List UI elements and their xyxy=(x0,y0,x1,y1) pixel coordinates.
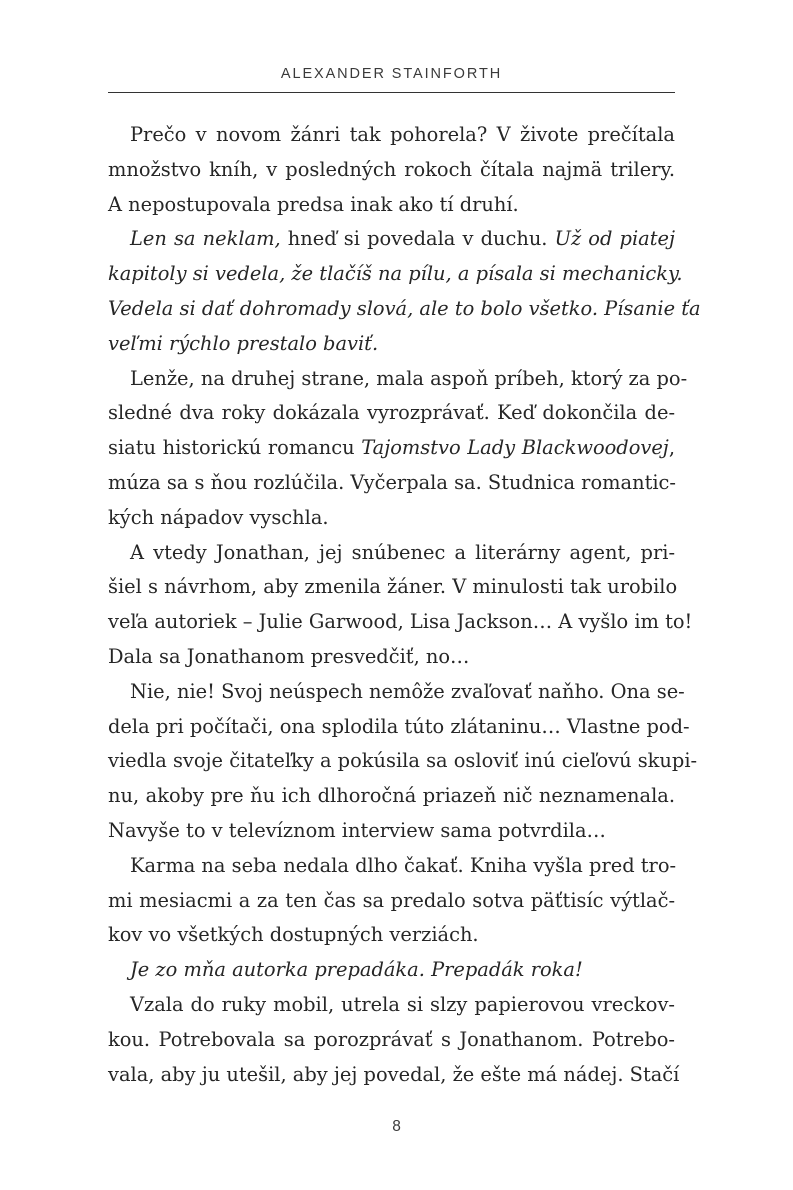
text-line xyxy=(108,605,693,640)
text-line xyxy=(108,153,675,188)
text-line xyxy=(108,466,675,501)
text-line xyxy=(108,884,675,919)
text-segment: šiel s návrhom, aby zmenila žáner. V minulosti tak urobilo xyxy=(108,575,678,599)
text-line xyxy=(108,918,675,953)
text-line xyxy=(108,744,698,779)
paragraph xyxy=(108,222,701,361)
text-segment: múza sa s ňou rozlúčila. Vyčerpala sa. Studnica romantic- xyxy=(108,470,676,494)
text-segment: Lenže, na druhej strane, mala aspoň príbeh, ktorý za po- xyxy=(130,366,688,390)
text-line xyxy=(108,222,675,257)
text-segment: Nie, nie! Svoj neúspech nemôže zvaľovať naňho. Ona se- xyxy=(130,679,685,703)
text-segment: Vzala do ruky mobil, utrela si slzy papierovou vreckov- xyxy=(130,992,675,1016)
italic-text: Je zo mňa autorka prepadáka. Prepadák roka! xyxy=(130,958,583,982)
text-line xyxy=(108,257,683,292)
italic-text: Tajomstvo Lady Blackwoodovej xyxy=(361,436,669,460)
text-segment: kou. Potrebovala sa porozprávať s Jonathanom. Potrebo- xyxy=(108,1027,675,1051)
text-segment: A nepostupovala predsa inak ako tí druhí. xyxy=(108,192,519,216)
text-segment: Navyše to v televíznom interview sama potvrdila… xyxy=(108,818,606,842)
text-segment: vala, aby ju utešil, aby jej povedal, že ešte má nádej. Stačí xyxy=(108,1062,680,1086)
text-line xyxy=(108,396,675,431)
running-header xyxy=(108,64,675,93)
text-line xyxy=(108,188,675,223)
paragraph xyxy=(108,675,698,849)
text-line xyxy=(108,118,675,153)
text-line xyxy=(108,431,675,466)
paragraph xyxy=(108,849,675,953)
text-line xyxy=(108,501,675,536)
text-segment: Prečo v novom žánri tak pohorela? V živote prečítala xyxy=(130,123,675,146)
text-line xyxy=(108,1023,675,1058)
text-segment: sledné dva roky dokázala vyrozprávať. Keď dokončila de- xyxy=(108,401,675,425)
text-segment: kov vo všetkých dostupných verziách. xyxy=(108,923,479,947)
italic-text: veľmi rýchlo prestalo baviť. xyxy=(108,331,379,355)
text-segment: viedla svoje čitateľky a pokúsila sa osloviť inú cieľovú skupi- xyxy=(108,749,698,773)
text-segment: veľa autoriek – Julie Garwood, Lisa Jackson… A vyšlo im to! xyxy=(108,610,693,634)
italic-text: Už od piatej xyxy=(554,227,675,251)
body-text xyxy=(108,118,701,1092)
text-segment: množstvo kníh, v posledných rokoch čítala najmä trilery. xyxy=(108,157,675,181)
text-line xyxy=(108,570,678,605)
italic-text: Len sa neklam, xyxy=(130,227,281,251)
page-number: 8 xyxy=(392,1118,401,1135)
text-line xyxy=(108,953,675,988)
text-line xyxy=(108,327,675,362)
text-line xyxy=(108,779,675,814)
paragraph xyxy=(108,536,693,675)
paragraph xyxy=(108,988,680,1092)
paragraph xyxy=(108,362,688,536)
paragraph xyxy=(108,953,675,988)
italic-text: kapitoly si vedela, že tlačíš na pílu, a písala si mechanicky. xyxy=(108,262,683,286)
text-line xyxy=(108,362,688,397)
text-line xyxy=(108,710,690,745)
text-segment: siatu historickú romancu xyxy=(108,436,362,460)
paragraph xyxy=(108,118,675,222)
text-segment: mi mesiacmi a za ten čas sa predalo sotva päťtisíc výtlač- xyxy=(108,888,675,912)
text-segment: kých nápadov vyschla. xyxy=(108,505,329,529)
text-line xyxy=(108,988,675,1023)
text-segment: hneď si povedala v duchu. xyxy=(280,227,555,251)
text-line xyxy=(108,292,701,327)
text-line xyxy=(108,675,685,710)
italic-text: Vedela si dať dohromady slová, ale to bolo všetko. Písanie ťa xyxy=(108,296,701,320)
text-segment: A vtedy Jonathan, jej snúbenec a literárny agent, pri- xyxy=(130,540,675,564)
text-segment: Karma na seba nedala dlho čakať. Kniha vyšla pred tro- xyxy=(130,853,677,877)
text-segment: dela pri počítači, ona splodila túto zlátaninu… Vlastne pod- xyxy=(108,714,690,738)
text-line xyxy=(108,814,675,849)
text-line xyxy=(108,1058,680,1093)
text-line xyxy=(108,640,675,675)
text-segment: nu, akoby pre ňu ich dlhoročná priazeň nič neznamenala. xyxy=(108,784,675,808)
text-segment: , xyxy=(668,436,675,460)
author-name: ALEXANDER STAINFORTH xyxy=(280,66,503,82)
text-line xyxy=(108,849,675,884)
text-line xyxy=(108,536,675,571)
text-segment: Dala sa Jonathanom presvedčiť, no… xyxy=(108,644,470,668)
